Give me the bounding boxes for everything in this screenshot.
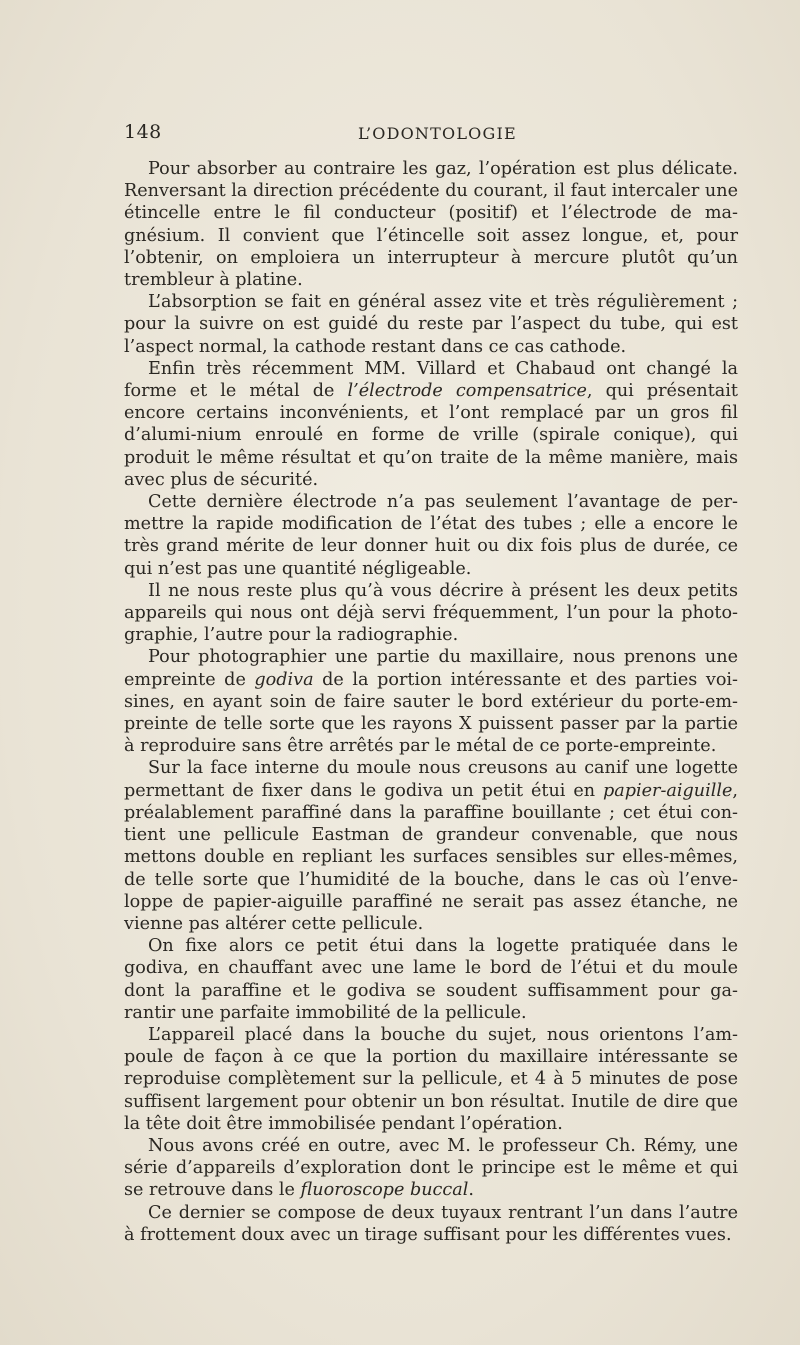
italic-term: papier-aiguille [602,780,733,801]
paragraph-text: . [468,1180,474,1201]
paragraph-text: Enfin très récemment MM. Villard et Chabaud ont changé la forme et le métal de [124,358,738,402]
paragraph-fluoroscope [124,1135,738,1202]
paragraph-face-interne [124,757,738,935]
body-text [124,158,738,1246]
paragraph-deux-appareils: Il ne nous reste plus qu’à vous décrire à présent les deux petits appareils qui nous ont déjà servi fréquemment, l’un pour la photo-graphie, l’autre pour la radiographie. [124,580,738,646]
paragraph-text: , qui présentait encore certains inconvénients, et l’ont remplacé par un gros fil d’alumi-nium enroulé en forme de vrille (spirale conique), qui produit le même résultat et qu’on traite de la même manière, mais avec plus de sécurité. [124,381,738,490]
paragraph-text: , préalablement paraffiné dans la paraffine bouillante ; cet étui con-tient une pellicule Eastman de grandeur convenable, que nous mettons double en repliant les surfaces sensibles sur elles-mêmes, de telle sorte que l’humidité de la bouche, dans le cas où l’enve-loppe de papier-aiguille paraffiné ne serait pas assez étanche, ne vienne pas altérer cette pellicule. [124,780,738,934]
italic-term: fluoroscope buccal [300,1180,469,1201]
paragraph-tuyaux: Ce dernier se compose de deux tuyaux rentrant l’un dans l’autre à frottement doux avec un tirage suffisant pour les différentes vues. [124,1202,738,1245]
paragraph-text: de la portion intéressante et des parties voi-sines, en ayant soin de faire sauter le bord extérieur du porte-em-preinte de telle sorte que les rayons X puissent passer par la partie à reproduire sans être arrêtés par le métal de ce porte-empreinte. [124,669,738,757]
paragraph-villard-chabaud [124,358,738,491]
paragraph-photographier [124,646,738,757]
paragraph-fixe-etui: On fixe alors ce petit étui dans la logette pratiquée dans le godiva, en chauffant avec une lame le bord de l’étui et du moule dont la paraffine et le godiva se soudent suffisamment pour ga-rantir une parfaite immobilité de la pellicule. [124,936,738,1023]
paragraph-absorption-gaz: Pour absorber au contraire les gaz, l’opération est plus délicate. Renversant la direction précédente du courant, il faut intercaler une étincelle entre le fil conducteur (positif) et l’électrode de ma-gnésium. Il convient que l’étincelle soit assez longue, et, pour l’obtenir, on emploiera un interrupteur à mercure plutôt qu’un trembleur à platine. [124,159,738,291]
paragraph-electrode-avantage: Cette dernière électrode n’a pas seulement l’avantage de per-mettre la rapide modification de l’état des tubes ; elle a encore le très grand mérite de leur donner huit ou dix fois plus de durée, ce qui n’est pas une quantité négligeable. [124,492,738,579]
paragraph-text: Sur la face interne du moule nous creusons au canif une logette permettant de fixer dans le godiva un petit étui en [124,758,738,801]
italic-term: l’électrode compensatrice [347,381,587,402]
running-title: L’ODONTOLOGIE [358,124,517,143]
page-header [124,121,740,145]
paragraph-text: Pour photographier une partie du maxillaire, nous prenons une empreinte de [124,647,738,690]
paragraph-absorption-general: L’absorption se fait en général assez vite et très régulièrement ; pour la suivre on est guidé du reste par l’aspect du tube, qui est l’aspect normal, la cathode restant dans ce cas cathode. [124,292,738,357]
paragraph-appareil-place: L’appareil placé dans la bouche du sujet, nous orientons l’am-poule de façon à ce que la portion du maxillaire intéressante se reproduise complètement sur la pellicule, et 4 à 5 minutes de pose suffisent largement pour obtenir un bon résultat. Inutile de dire que la tête doit être immobilisée pendant l’opération. [124,1024,738,1134]
page-number: 148 [124,121,162,143]
paragraph-text: Nous avons créé en outre, avec M. le professeur Ch. Rémy, une série d’appareils d’exploration dont le principe est le même et qui se retrouve dans le [124,1135,738,1201]
italic-term: godiva [254,669,314,690]
